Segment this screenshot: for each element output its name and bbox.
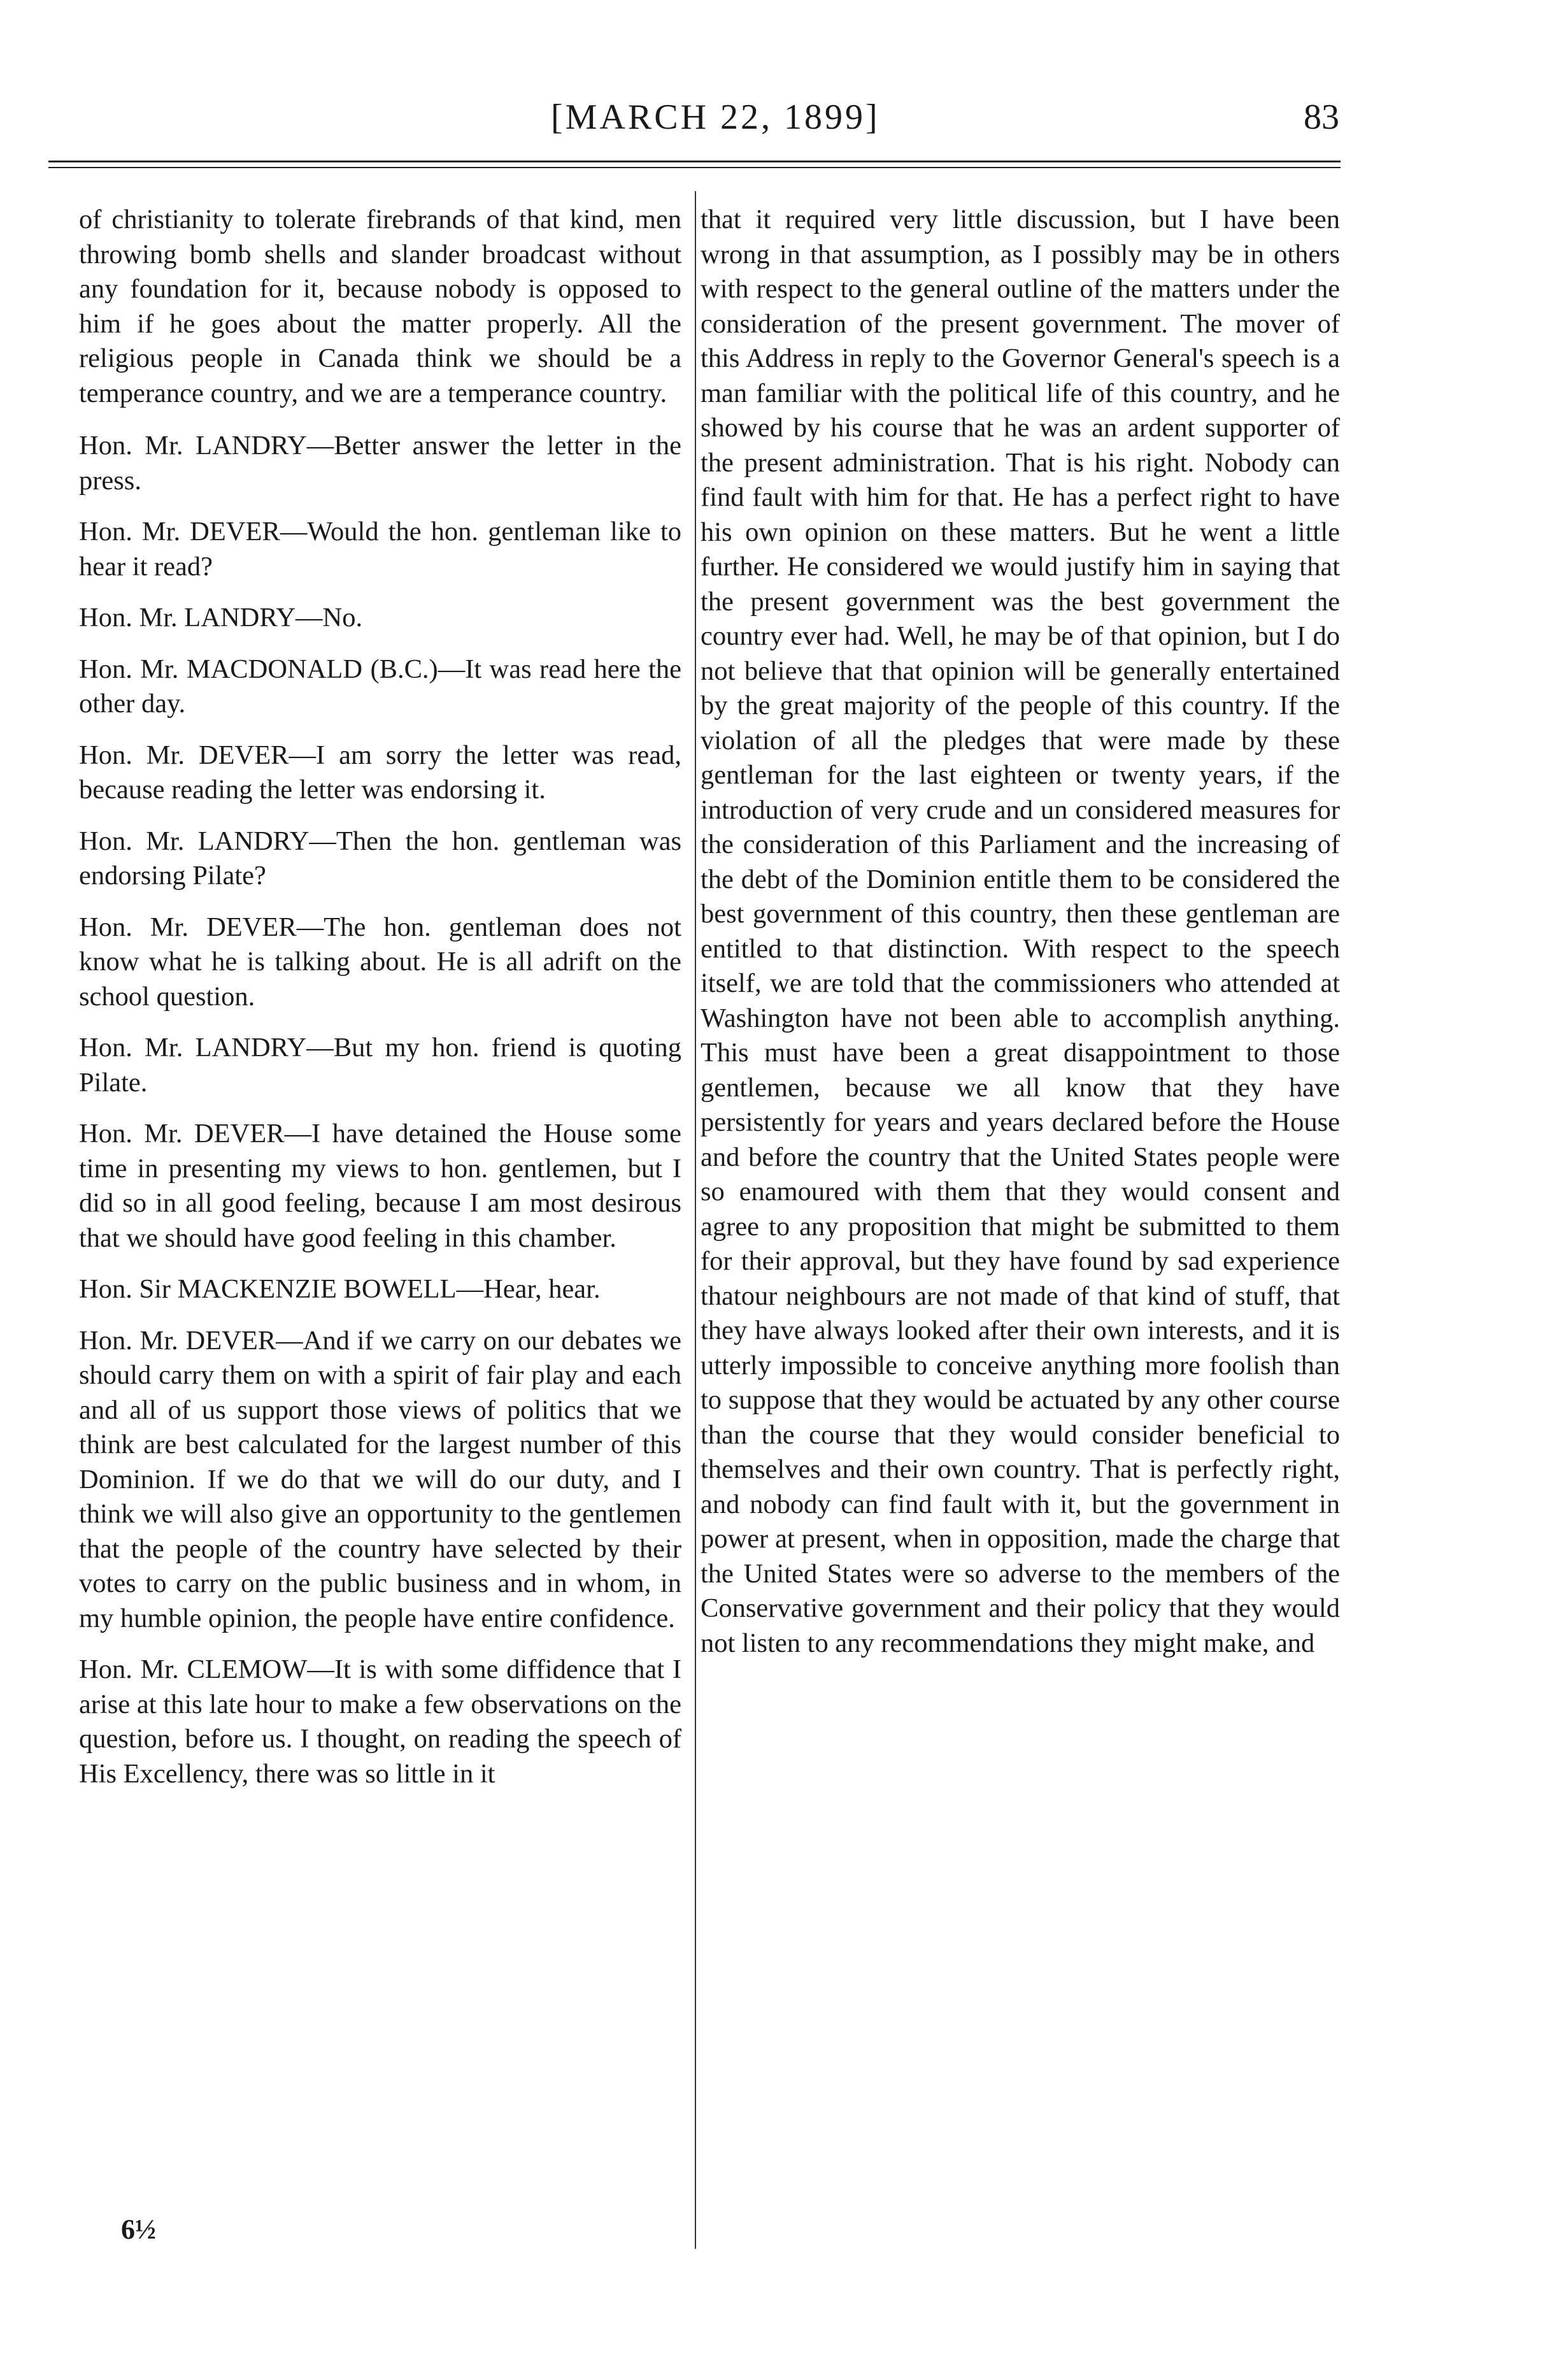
page-header: [0, 97, 1566, 154]
paragraph: Hon. Mr. LANDRY—No.: [79, 603, 363, 633]
page-number: 83: [1304, 97, 1339, 137]
paragraph: Hon. Mr. DEVER—I have detained the House some time in presenting my views to hon. gentlemen, but I did so in all good feeling, because I am most desirous that we should have good feeling in this chamber.: [79, 1119, 681, 1253]
header-rule-thin: [48, 167, 1341, 168]
column-divider: [695, 191, 696, 2249]
signature-mark: 6½: [121, 2214, 156, 2245]
paragraph: of christianity to tolerate firebrands of that kind, men throwing bomb shells and slander broadcast without any foundation for it, because nobody is opposed to him if he goes about the matter properly. All the religious people in Canada think we should be a temperance country, and we are a temperance country.: [79, 204, 681, 408]
right-column: [701, 203, 1340, 1661]
left-column: [79, 203, 681, 1808]
paragraph: Hon. Mr. DEVER—The hon. gentleman does not know what he is talking about. He is all adrift on the school question.: [79, 912, 681, 1012]
paragraph: Hon. Mr. DEVER—And if we carry on our debates we should carry them on with a spirit of fair play and each and all of us support those views of politics that we think are best calculated for the largest number of this Dominion. If we do that we will do our duty, and I think we will also give an opportunity to the gentlemen that the people of the country have selected by their votes to carry on the public business and in whom, in my humble opinion, the people have entire confidence.: [79, 1325, 681, 1633]
paragraph: Hon. Mr. DEVER—I am sorry the letter was read, because reading the letter was endorsing it.: [79, 740, 681, 805]
paragraph: Hon. Mr. DEVER—Would the hon. gentleman like to hear it read?: [79, 517, 681, 582]
paragraph: Hon. Mr. LANDRY—Better answer the letter in the press.: [79, 431, 681, 496]
header-date: [MARCH 22, 1899]: [551, 97, 880, 137]
paragraph: Hon. Mr. LANDRY—Then the hon. gentleman was endorsing Pilate?: [79, 826, 681, 891]
paragraph: Hon. Mr. LANDRY—But my hon. friend is quoting Pilate.: [79, 1033, 681, 1098]
header-rule: [48, 161, 1341, 162]
paragraph: that it required very little discussion, but I have been wrong in that assumption, as I possibly may be in others with respect to the general outline of the matters under the consideration of the present government. The mover of this Address in reply to the Governor General's speech is a man familiar with the political life of this country, and he showed by his course that he was an ardent supporter of the present administration. That is his right. Nobody can find fault with him for that. He has a perfect right to have his own opinion on these matters. But he went a little further. He considered we would justify him in saying that the present government was the best government the country ever had. Well, he may be of that opinion, but I do not believe that that opinion will be generally entertained by the great majority of the people of this country. If the violation of all the pledges that were made by these gentleman for the last eighteen or twenty years, if the introduction of very crude and un considered measures for the consideration of this Parliament and the increasing of the debt of the Dominion entitle them to be considered the best government of this country, then these gentleman are entitled to that distinction. With respect to the speech itself, we are told that the commissioners who attended at Washington have not been able to accomplish anything. This must have been a great disappointment to those gentlemen, because we all know that they have persistently for years and years declared before the House and before the country that the United States people were so enamoured with them that they would consent and agree to any proposition that might be submitted to them for their approval, but they have found by sad experience thatour neighbours are not made of that kind of stuff, that they have always looked after their own interests, and it is utterly impossible to conceive anything more foolish than to suppose that they would be actuated by any other course than the course that they would consider beneficial to themselves and their own country. That is perfectly right, and nobody can find fault with it, but the government in power at present, when in opposition, made the charge that the United States were so adverse to the members of the Conservative government and their policy that they would not listen to any recommendations they might make, and: [701, 204, 1340, 1658]
paragraph: Hon. Mr. MACDONALD (B.C.)—It was read here the other day.: [79, 654, 681, 719]
paragraph: Hon. Sir MACKENZIE BOWELL—Hear, hear.: [79, 1274, 601, 1304]
paragraph: Hon. Mr. CLEMOW—It is with some diffidence that I arise at this late hour to make a few observations on the question, before us. I thought, on reading the speech of His Excellency, there was so little in it: [79, 1654, 681, 1789]
